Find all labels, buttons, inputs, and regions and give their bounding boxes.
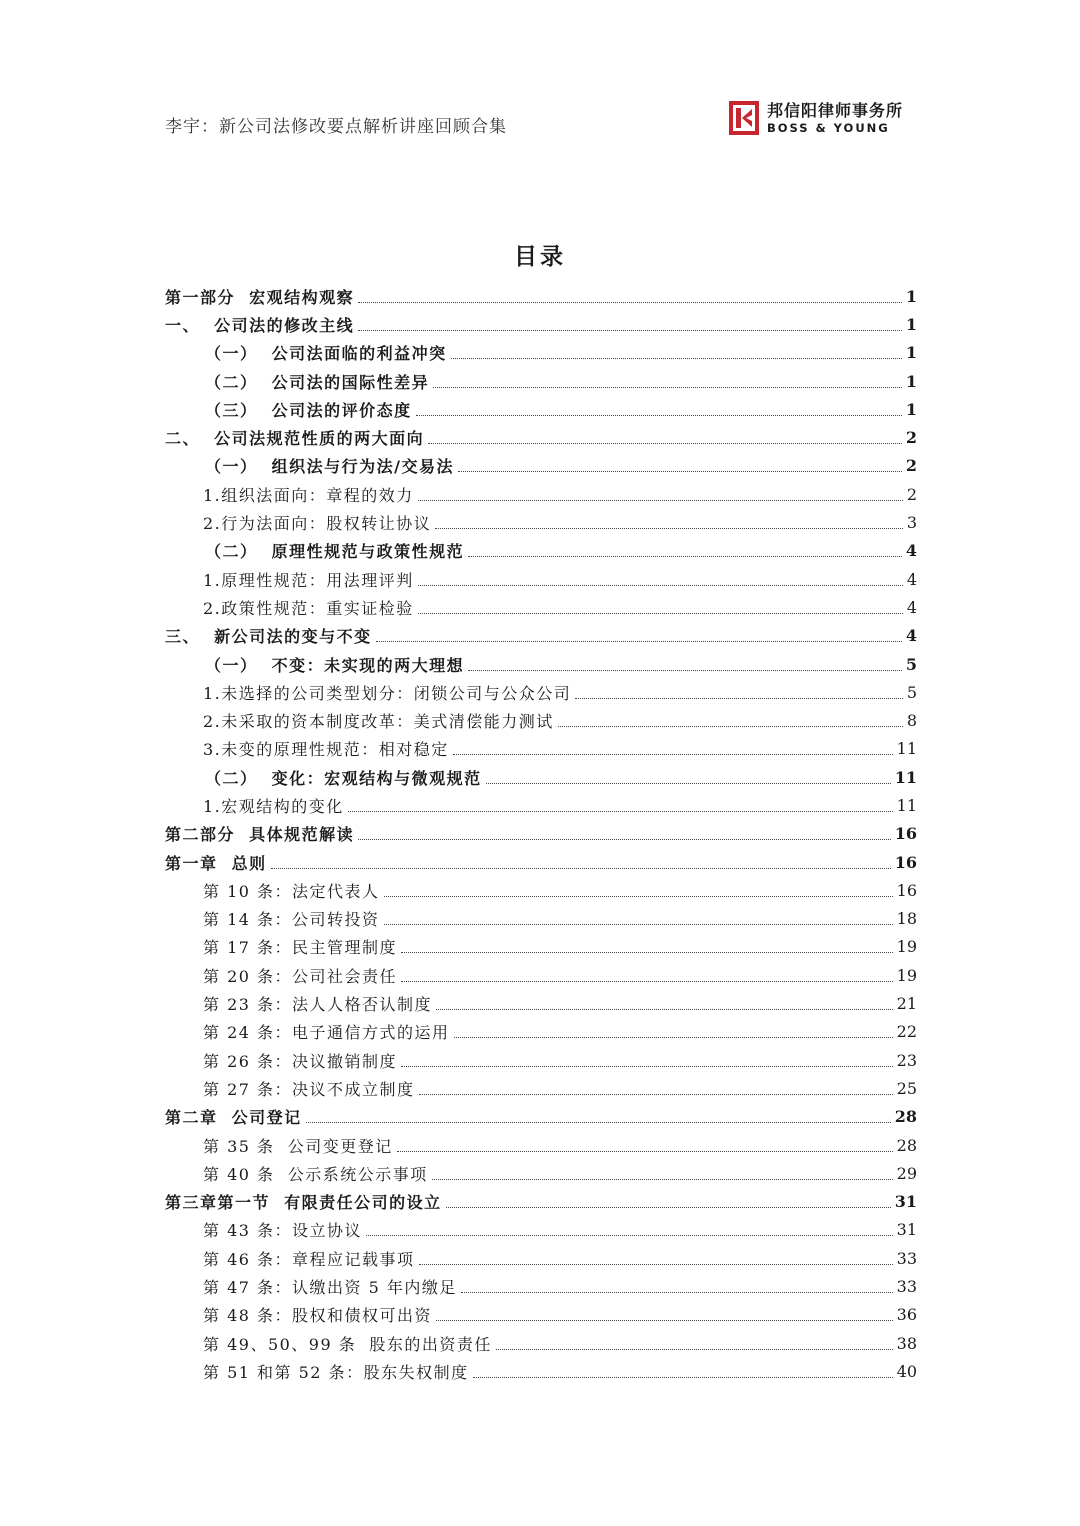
toc-entry[interactable] [165,933,917,961]
toc-entry-title: 第 17 条：民主管理制度 [203,938,398,958]
toc-entry-page: 2 [905,428,917,448]
toc-entry-title: 第 47 条：认缴出资 5 年内缴足 [203,1278,457,1298]
toc-dot-leader [358,302,902,303]
toc-entry-page: 1 [905,399,917,419]
toc-entry-page: 8 [906,711,917,731]
toc-entry-title: 第 49、50、99 条 股东的出资责任 [203,1334,492,1354]
toc-entry-page: 31 [894,1192,917,1212]
toc-entry-title: 第三章第一节 有限责任公司的设立 [165,1193,442,1213]
toc-entry-page: 19 [896,965,917,985]
toc-entry-title: （二） 变化：宏观结构与微观规范 [205,768,482,788]
toc-dot-leader [454,1037,893,1038]
toc-entry[interactable] [165,537,917,565]
toc-entry-title: 第 40 条 公示系统公示事项 [203,1164,428,1184]
toc-entry-title: 第 46 条：章程应记载事项 [203,1249,415,1269]
toc-dot-leader [384,896,893,897]
toc-entry[interactable] [165,282,917,310]
toc-entry[interactable] [165,706,917,734]
toc-entry[interactable] [165,480,917,508]
toc-entry-page: 29 [896,1163,917,1183]
toc-entry[interactable] [165,508,917,536]
toc-entry-page: 16 [894,852,917,872]
toc-dot-leader [384,924,893,925]
toc-entry-title: 第一部分 宏观结构观察 [165,287,355,307]
toc-entry-page: 1 [905,371,917,391]
toc-entry[interactable] [165,1244,917,1272]
toc-entry-page: 3 [906,513,917,533]
toc-entry-page: 1 [905,314,917,334]
toc-entry[interactable] [165,905,917,933]
toc-entry-page: 1 [905,343,917,363]
toc-entry-page: 4 [906,569,917,589]
toc-entry-title: （三） 公司法的评价态度 [205,400,412,420]
toc-entry-page: 28 [894,1107,917,1127]
toc-dot-leader [451,358,902,359]
toc-entry-page: 18 [896,909,917,929]
toc-dot-leader [418,500,903,501]
toc-entry-title: 第二章 公司登记 [165,1108,302,1128]
toc-entry-page: 2 [906,484,917,504]
toc-entry-page: 40 [896,1361,917,1381]
toc-dot-leader [271,868,891,869]
toc-entry-title: 第 35 条 公司变更登记 [203,1136,393,1156]
toc-dot-leader [401,952,893,953]
toc-entry[interactable] [165,565,917,593]
toc-dot-leader [468,670,902,671]
toc-entry[interactable] [165,763,917,791]
toc-dot-leader [468,556,902,557]
toc-entry-title: 一、 公司法的修改主线 [165,315,355,335]
toc-entry[interactable] [165,989,917,1017]
toc-dot-leader [446,1207,891,1208]
toc-entry[interactable] [165,1159,917,1187]
toc-dot-leader [428,443,902,444]
toc-entry[interactable] [165,848,917,876]
toc-entry-title: 三、 新公司法的变与不变 [165,627,372,647]
toc-dot-leader [419,1094,893,1095]
toc-entry-title: 第 43 条：设立协议 [203,1221,363,1241]
toc-entry[interactable] [165,1301,917,1329]
toc-entry-title: 第一章 总则 [165,853,267,873]
toc-entry-page: 16 [896,880,917,900]
toc-dot-leader [453,754,893,755]
document-header-title: 李宇：新公司法修改要点解析讲座回顾合集 [165,117,507,137]
toc-entry-title: 1.宏观结构的变化 [203,796,344,816]
toc-entry[interactable] [165,310,917,338]
toc-entry-page: 5 [905,654,917,674]
toc-dot-leader [401,981,893,982]
toc-entry[interactable] [165,593,917,621]
toc-entry[interactable] [165,678,917,706]
toc-entry-page: 2 [905,456,917,476]
toc-entry-title: 第 23 条：法人人格否认制度 [203,995,433,1015]
toc-entry[interactable] [165,395,917,423]
table-of-contents [165,282,917,1386]
toc-dot-leader [401,1066,893,1067]
toc-dot-leader [397,1151,893,1152]
toc-entry-page: 4 [905,541,917,561]
toc-entry-page: 21 [896,994,917,1014]
toc-dot-leader [416,415,902,416]
toc-dot-leader [432,1179,893,1180]
toc-dot-leader [418,613,903,614]
firm-name-cn: 邦信阳律师事务所 [767,101,904,120]
firm-logo-mark-icon [729,101,759,135]
toc-dot-leader [486,783,891,784]
toc-entry[interactable] [165,1131,917,1159]
toc-dot-leader [419,1264,893,1265]
toc-entry[interactable] [165,339,917,367]
toc-dot-leader [306,1122,891,1123]
toc-entry-page: 22 [896,1022,917,1042]
toc-entry-title: 第 26 条：决议撤销制度 [203,1051,398,1071]
toc-entry[interactable] [165,1272,917,1300]
toc-entry-page: 36 [896,1305,917,1325]
toc-entry-page: 11 [896,739,917,759]
toc-entry-title: 第二部分 具体规范解读 [165,825,355,845]
toc-entry-title: 第 20 条：公司社会责任 [203,966,398,986]
toc-entry-title: （一） 不变：未实现的两大理想 [205,655,465,675]
toc-entry[interactable] [165,367,917,395]
toc-entry-title: 2.未采取的资本制度改革：美式清偿能力测试 [203,712,554,732]
toc-entry[interactable] [165,452,917,480]
toc-entry-title: 3.未变的原理性规范：相对稳定 [203,740,449,760]
toc-entry-title: 2.政策性规范：重实证检验 [203,598,414,618]
toc-entry-title: 第 10 条：法定代表人 [203,881,380,901]
toc-entry[interactable] [165,876,917,904]
toc-entry[interactable] [165,1357,917,1385]
toc-dot-leader [358,330,902,331]
toc-dot-leader [348,811,893,812]
toc-title: 目录 [514,243,566,270]
toc-entry-title: 第 24 条：电子通信方式的运用 [203,1023,450,1043]
toc-entry[interactable] [165,650,917,678]
toc-entry-title: 2.行为法面向：股权转让协议 [203,514,432,534]
toc-dot-leader [496,1349,893,1350]
toc-entry-title: 1.原理性规范：用法理评判 [203,570,414,590]
toc-entry-title: （一） 组织法与行为法/交易法 [205,457,454,477]
toc-entry[interactable] [165,735,917,763]
firm-logo [729,101,903,135]
toc-dot-leader [473,1377,893,1378]
toc-entry-title: 第 27 条：决议不成立制度 [203,1079,415,1099]
toc-dot-leader [433,387,902,388]
toc-entry[interactable] [165,1103,917,1131]
toc-entry-page: 31 [896,1220,917,1240]
toc-entry-title: （一） 公司法面临的利益冲突 [205,344,447,364]
toc-entry-title: （二） 原理性规范与政策性规范 [205,542,465,562]
toc-entry-page: 33 [896,1277,917,1297]
toc-entry[interactable] [165,1046,917,1074]
toc-entry-title: 第 14 条：公司转投资 [203,910,380,930]
toc-dot-leader [366,1235,893,1236]
toc-entry-page: 1 [905,286,917,306]
toc-entry[interactable] [165,622,917,650]
toc-dot-leader [436,1320,893,1321]
toc-dot-leader [436,1009,893,1010]
toc-entry-title: 二、 公司法规范性质的两大面向 [165,429,425,449]
toc-entry[interactable] [165,1216,917,1244]
toc-entry-title: 1.组织法面向：章程的效力 [203,485,414,505]
toc-entry[interactable] [165,1188,917,1216]
toc-entry-page: 4 [906,597,917,617]
toc-entry[interactable] [165,820,917,848]
toc-entry-page: 4 [905,626,917,646]
toc-dot-leader [435,528,903,529]
toc-dot-leader [418,585,903,586]
toc-entry[interactable] [165,1074,917,1102]
toc-entry[interactable] [165,423,917,451]
toc-entry-title: （二） 公司法的国际性差异 [205,372,430,392]
toc-entry-page: 25 [896,1078,917,1098]
firm-name-en: BOSS & YOUNG [767,121,890,135]
toc-entry-page: 19 [896,937,917,957]
toc-entry-page: 38 [896,1333,917,1353]
toc-dot-leader [358,839,891,840]
toc-entry-page: 11 [896,795,917,815]
toc-entry[interactable] [165,1329,917,1357]
toc-entry-page: 5 [906,682,917,702]
toc-entry-title: 1.未选择的公司类型划分：闭锁公司与公众公司 [203,683,572,703]
toc-entry-title: 第 48 条：股权和债权可出资 [203,1306,433,1326]
toc-entry-title: 第 51 和第 52 条：股东失权制度 [203,1362,469,1382]
toc-dot-leader [376,641,902,642]
toc-dot-leader [558,726,903,727]
toc-entry-page: 16 [894,824,917,844]
toc-dot-leader [461,1292,893,1293]
toc-entry-page: 11 [894,767,917,787]
toc-dot-leader [575,698,903,699]
toc-entry-page: 23 [896,1050,917,1070]
toc-entry[interactable] [165,791,917,819]
toc-entry[interactable] [165,961,917,989]
toc-dot-leader [458,471,902,472]
toc-entry-page: 33 [896,1248,917,1268]
toc-entry-page: 28 [896,1135,917,1155]
toc-entry[interactable] [165,1018,917,1046]
